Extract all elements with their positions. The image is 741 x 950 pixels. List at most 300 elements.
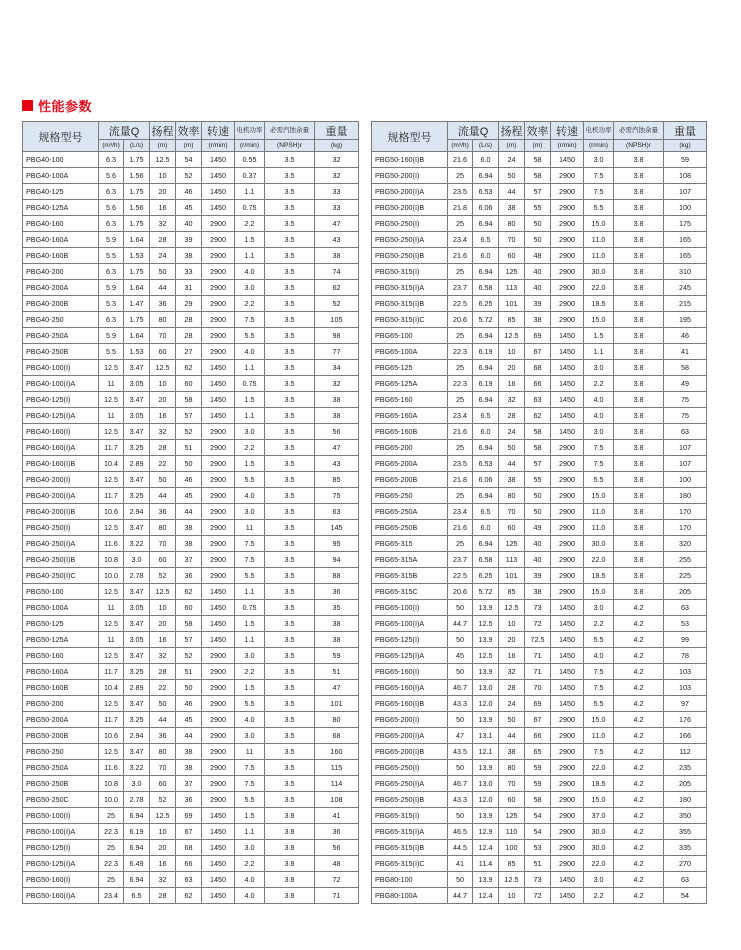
- cell-npsh: 3.5: [265, 776, 315, 792]
- table-row: [372, 616, 707, 632]
- cell-efficiency: 54: [176, 152, 202, 168]
- cell-speed: 2900: [202, 712, 235, 728]
- cell-flow-ls: 6.5: [473, 408, 499, 424]
- table-row: [23, 696, 359, 712]
- cell-flow-ls: 6.19: [124, 824, 150, 840]
- cell-motor-power: 30.0: [584, 824, 614, 840]
- cell-flow-ls: 6.58: [473, 552, 499, 568]
- cell-npsh: 4.2: [614, 776, 664, 792]
- cell-speed: 2900: [202, 648, 235, 664]
- cell-head: 60: [499, 520, 525, 536]
- cell-model: PBG50-160: [23, 648, 99, 664]
- cell-efficiency: 52: [176, 168, 202, 184]
- cell-weight: 180: [664, 488, 707, 504]
- header-motor-power: 电机功率: [584, 122, 614, 140]
- cell-efficiency: 59: [525, 776, 551, 792]
- cell-model: PBG65-200(I)A: [372, 728, 448, 744]
- cell-flow-ls: 2.78: [124, 568, 150, 584]
- cell-motor-power: 3.0: [584, 424, 614, 440]
- table-body-left: [23, 152, 359, 904]
- cell-flow-ls: 3.05: [124, 632, 150, 648]
- cell-model: PBG65-315(I)A: [372, 824, 448, 840]
- cell-speed: 2900: [551, 232, 584, 248]
- cell-motor-power: 0.75: [235, 600, 265, 616]
- cell-speed: 2900: [202, 248, 235, 264]
- cell-weight: 107: [664, 456, 707, 472]
- cell-npsh: 4.2: [614, 600, 664, 616]
- cell-head: 32: [150, 872, 176, 888]
- cell-efficiency: 46: [176, 472, 202, 488]
- cell-flow-ls: 1.75: [124, 152, 150, 168]
- table-row: [372, 168, 707, 184]
- cell-npsh: 4.2: [614, 648, 664, 664]
- cell-flow-m3h: 21.8: [448, 472, 473, 488]
- cell-motor-power: 2.2: [584, 888, 614, 904]
- cell-speed: 2900: [551, 248, 584, 264]
- cell-efficiency: 72.5: [525, 632, 551, 648]
- cell-flow-m3h: 22.3: [448, 376, 473, 392]
- cell-efficiency: 39: [176, 232, 202, 248]
- cell-speed: 1450: [202, 600, 235, 616]
- table-row: [23, 232, 359, 248]
- cell-efficiency: 52: [176, 648, 202, 664]
- cell-weight: 38: [315, 248, 359, 264]
- cell-flow-m3h: 21.6: [448, 424, 473, 440]
- table-row: [372, 888, 707, 904]
- cell-motor-power: 1.5: [235, 680, 265, 696]
- cell-flow-ls: 3.47: [124, 744, 150, 760]
- cell-efficiency: 37: [176, 552, 202, 568]
- cell-motor-power: 2.2: [235, 296, 265, 312]
- cell-model: PBG40-200B: [23, 296, 99, 312]
- cell-npsh: 3.5: [265, 408, 315, 424]
- cell-model: PBG65-160B: [372, 424, 448, 440]
- cell-flow-ls: 6.94: [473, 328, 499, 344]
- cell-npsh: 3.5: [265, 248, 315, 264]
- cell-flow-m3h: 25: [448, 216, 473, 232]
- header-npsh: 必需汽蚀余量: [614, 122, 664, 140]
- cell-model: PBG40-100A: [23, 168, 99, 184]
- performance-table-left: [22, 121, 359, 904]
- cell-flow-m3h: 25: [448, 392, 473, 408]
- cell-efficiency: 50: [176, 456, 202, 472]
- cell-flow-m3h: 22.3: [99, 824, 124, 840]
- cell-efficiency: 50: [525, 232, 551, 248]
- cell-head: 10: [150, 824, 176, 840]
- cell-npsh: 3.8: [614, 568, 664, 584]
- table-row: [23, 648, 359, 664]
- cell-npsh: 3.8: [614, 232, 664, 248]
- cell-model: PBG40-250B: [23, 344, 99, 360]
- cell-speed: 1450: [202, 408, 235, 424]
- cell-motor-power: 11.0: [584, 520, 614, 536]
- cell-head: 113: [499, 280, 525, 296]
- cell-motor-power: 7.5: [584, 744, 614, 760]
- cell-flow-ls: 3.47: [124, 648, 150, 664]
- cell-flow-ls: 12.5: [473, 648, 499, 664]
- cell-head: 16: [499, 376, 525, 392]
- table-row: [372, 696, 707, 712]
- performance-table-right: [371, 121, 707, 904]
- cell-model: PBG65-100A: [372, 344, 448, 360]
- cell-motor-power: 1.1: [235, 824, 265, 840]
- cell-motor-power: 7.5: [584, 440, 614, 456]
- cell-flow-m3h: 44.7: [448, 888, 473, 904]
- cell-weight: 62: [315, 280, 359, 296]
- unit-weight: (kg): [315, 140, 359, 152]
- cell-efficiency: 68: [525, 360, 551, 376]
- table-row: [372, 312, 707, 328]
- table-row: [372, 664, 707, 680]
- cell-flow-ls: 1.75: [124, 184, 150, 200]
- cell-motor-power: 22.0: [584, 856, 614, 872]
- table-row: [372, 536, 707, 552]
- cell-efficiency: 40: [525, 536, 551, 552]
- cell-efficiency: 46: [176, 696, 202, 712]
- cell-flow-ls: 6.94: [473, 440, 499, 456]
- cell-npsh: 3.5: [265, 360, 315, 376]
- cell-motor-power: 7.5: [584, 184, 614, 200]
- table-row: [23, 472, 359, 488]
- cell-motor-power: 3.0: [235, 504, 265, 520]
- cell-motor-power: 15.0: [584, 712, 614, 728]
- cell-speed: 2900: [202, 552, 235, 568]
- cell-flow-m3h: 11: [99, 632, 124, 648]
- cell-npsh: 3.5: [265, 568, 315, 584]
- cell-efficiency: 71: [525, 648, 551, 664]
- cell-head: 12.5: [499, 872, 525, 888]
- cell-efficiency: 69: [525, 328, 551, 344]
- cell-flow-m3h: 12.5: [99, 520, 124, 536]
- cell-flow-m3h: 25: [448, 168, 473, 184]
- cell-head: 101: [499, 568, 525, 584]
- cell-model: PBG50-100: [23, 584, 99, 600]
- cell-efficiency: 55: [525, 200, 551, 216]
- table-row: [23, 664, 359, 680]
- cell-head: 60: [150, 776, 176, 792]
- cell-speed: 2900: [551, 792, 584, 808]
- cell-weight: 47: [315, 440, 359, 456]
- cell-motor-power: 1.5: [235, 456, 265, 472]
- cell-motor-power: 1.1: [235, 360, 265, 376]
- cell-motor-power: 7.5: [584, 456, 614, 472]
- cell-head: 50: [150, 264, 176, 280]
- cell-motor-power: 11.0: [584, 232, 614, 248]
- cell-npsh: 3.5: [265, 600, 315, 616]
- cell-motor-power: 5.5: [235, 696, 265, 712]
- cell-speed: 1450: [551, 664, 584, 680]
- cell-head: 36: [150, 728, 176, 744]
- cell-speed: 2900: [551, 296, 584, 312]
- cell-motor-power: 5.5: [235, 328, 265, 344]
- cell-flow-m3h: 25: [448, 328, 473, 344]
- cell-motor-power: 4.0: [235, 712, 265, 728]
- cell-model: PBG50-160(I): [23, 872, 99, 888]
- cell-efficiency: 40: [176, 216, 202, 232]
- cell-head: 70: [150, 760, 176, 776]
- cell-model: PBG40-125: [23, 184, 99, 200]
- cell-flow-ls: 12.4: [473, 888, 499, 904]
- cell-npsh: 3.5: [265, 504, 315, 520]
- table-row: [372, 520, 707, 536]
- cell-model: PBG40-100: [23, 152, 99, 168]
- cell-speed: 1450: [551, 328, 584, 344]
- cell-flow-ls: 1.56: [124, 200, 150, 216]
- cell-efficiency: 33: [176, 264, 202, 280]
- cell-npsh: 3.5: [265, 264, 315, 280]
- cell-flow-m3h: 12.5: [99, 360, 124, 376]
- cell-efficiency: 58: [525, 168, 551, 184]
- cell-npsh: 3.5: [265, 424, 315, 440]
- cell-flow-ls: 13.9: [473, 632, 499, 648]
- cell-head: 50: [499, 712, 525, 728]
- cell-speed: 2900: [551, 744, 584, 760]
- cell-head: 12.5: [150, 584, 176, 600]
- cell-speed: 1450: [202, 200, 235, 216]
- cell-flow-ls: 12.9: [473, 824, 499, 840]
- cell-npsh: 3.8: [614, 312, 664, 328]
- cell-weight: 205: [664, 584, 707, 600]
- cell-efficiency: 29: [176, 296, 202, 312]
- cell-flow-m3h: 23.4: [448, 504, 473, 520]
- cell-efficiency: 38: [525, 312, 551, 328]
- cell-flow-ls: 1.75: [124, 216, 150, 232]
- cell-weight: 56: [315, 424, 359, 440]
- cell-weight: 98: [315, 328, 359, 344]
- cell-flow-ls: 6.53: [473, 184, 499, 200]
- cell-speed: 1450: [551, 648, 584, 664]
- cell-efficiency: 67: [176, 824, 202, 840]
- unit-head: (m): [499, 140, 525, 152]
- cell-efficiency: 48: [525, 248, 551, 264]
- cell-head: 70: [499, 232, 525, 248]
- cell-flow-m3h: 11.6: [99, 536, 124, 552]
- cell-motor-power: 22.0: [584, 760, 614, 776]
- cell-flow-ls: 5.72: [473, 584, 499, 600]
- cell-npsh: 3.5: [265, 536, 315, 552]
- cell-weight: 36: [315, 584, 359, 600]
- cell-motor-power: 5.5: [584, 200, 614, 216]
- cell-speed: 2900: [202, 280, 235, 296]
- cell-weight: 34: [315, 360, 359, 376]
- cell-flow-m3h: 21.6: [448, 520, 473, 536]
- cell-npsh: 3.8: [614, 376, 664, 392]
- table-row: [23, 808, 359, 824]
- table-row: [372, 504, 707, 520]
- cell-model: PBG65-250B: [372, 520, 448, 536]
- cell-flow-m3h: 10.0: [99, 792, 124, 808]
- cell-speed: 2900: [202, 264, 235, 280]
- cell-head: 70: [499, 504, 525, 520]
- header-motor-power: 电机功率: [235, 122, 265, 140]
- table-row: [23, 584, 359, 600]
- cell-head: 16: [499, 648, 525, 664]
- cell-efficiency: 66: [176, 856, 202, 872]
- cell-npsh: 3.5: [265, 200, 315, 216]
- cell-flow-m3h: 23.5: [448, 456, 473, 472]
- cell-weight: 41: [664, 344, 707, 360]
- cell-model: PBG65-315A: [372, 552, 448, 568]
- cell-flow-m3h: 10.4: [99, 456, 124, 472]
- cell-head: 110: [499, 824, 525, 840]
- cell-npsh: 4.2: [614, 616, 664, 632]
- cell-flow-ls: 12.0: [473, 792, 499, 808]
- cell-motor-power: 7.5: [235, 536, 265, 552]
- cell-weight: 165: [664, 232, 707, 248]
- cell-head: 70: [150, 328, 176, 344]
- cell-npsh: 3.5: [265, 216, 315, 232]
- cell-speed: 2900: [202, 728, 235, 744]
- cell-motor-power: 22.0: [584, 280, 614, 296]
- cell-weight: 85: [315, 472, 359, 488]
- cell-head: 85: [499, 584, 525, 600]
- cell-npsh: 3.5: [265, 632, 315, 648]
- cell-npsh: 3.8: [265, 824, 315, 840]
- table-row: [372, 680, 707, 696]
- cell-weight: 36: [315, 824, 359, 840]
- cell-motor-power: 5.5: [584, 696, 614, 712]
- cell-speed: 2900: [202, 696, 235, 712]
- cell-weight: 48: [315, 856, 359, 872]
- cell-head: 36: [150, 504, 176, 520]
- cell-npsh: 3.5: [265, 696, 315, 712]
- cell-motor-power: 4.0: [584, 392, 614, 408]
- cell-motor-power: 4.0: [235, 872, 265, 888]
- cell-motor-power: 7.5: [584, 664, 614, 680]
- table-row: [23, 328, 359, 344]
- cell-head: 32: [150, 648, 176, 664]
- cell-model: PBG50-200(I)B: [372, 200, 448, 216]
- cell-efficiency: 71: [525, 664, 551, 680]
- cell-speed: 2900: [202, 296, 235, 312]
- cell-npsh: 3.8: [614, 168, 664, 184]
- cell-weight: 38: [315, 408, 359, 424]
- table-row: [372, 344, 707, 360]
- cell-flow-m3h: 43.3: [448, 792, 473, 808]
- cell-weight: 255: [664, 552, 707, 568]
- cell-flow-m3h: 6.3: [99, 264, 124, 280]
- table-row: [372, 472, 707, 488]
- cell-model: PBG40-160: [23, 216, 99, 232]
- cell-weight: 105: [315, 312, 359, 328]
- cell-npsh: 3.5: [265, 168, 315, 184]
- cell-motor-power: 1.1: [235, 632, 265, 648]
- cell-speed: 2900: [202, 328, 235, 344]
- cell-speed: 2900: [551, 184, 584, 200]
- cell-flow-m3h: 20.6: [448, 584, 473, 600]
- cell-speed: 2900: [551, 776, 584, 792]
- table-row: [23, 264, 359, 280]
- cell-speed: 2900: [551, 856, 584, 872]
- cell-speed: 2900: [202, 424, 235, 440]
- cell-flow-ls: 6.06: [473, 472, 499, 488]
- table-row: [372, 776, 707, 792]
- cell-npsh: 3.5: [265, 744, 315, 760]
- cell-flow-ls: 6.94: [473, 264, 499, 280]
- cell-model: PBG65-200(I)B: [372, 744, 448, 760]
- cell-efficiency: 62: [176, 360, 202, 376]
- cell-flow-ls: 5.72: [473, 312, 499, 328]
- cell-speed: 1450: [551, 424, 584, 440]
- cell-flow-ls: 3.0: [124, 776, 150, 792]
- table-row: [372, 744, 707, 760]
- unit-efficiency: (m): [176, 140, 202, 152]
- cell-speed: 2900: [551, 568, 584, 584]
- cell-motor-power: 11.0: [584, 248, 614, 264]
- cell-flow-ls: 6.0: [473, 152, 499, 168]
- cell-speed: 1450: [202, 184, 235, 200]
- cell-efficiency: 58: [525, 440, 551, 456]
- cell-head: 28: [499, 680, 525, 696]
- cell-speed: 1450: [551, 680, 584, 696]
- cell-efficiency: 40: [525, 280, 551, 296]
- cell-speed: 1450: [202, 824, 235, 840]
- cell-head: 44: [499, 728, 525, 744]
- cell-efficiency: 67: [525, 712, 551, 728]
- table-row: [23, 616, 359, 632]
- table-row: [23, 504, 359, 520]
- cell-efficiency: 39: [525, 568, 551, 584]
- cell-weight: 103: [664, 680, 707, 696]
- cell-motor-power: 5.5: [235, 472, 265, 488]
- cell-head: 125: [499, 264, 525, 280]
- cell-efficiency: 38: [525, 584, 551, 600]
- cell-flow-m3h: 12.5: [99, 424, 124, 440]
- cell-motor-power: 2.2: [235, 856, 265, 872]
- cell-efficiency: 73: [525, 600, 551, 616]
- table-row: [23, 536, 359, 552]
- cell-flow-ls: 6.94: [124, 872, 150, 888]
- table-row: [372, 648, 707, 664]
- cell-motor-power: 3.0: [584, 872, 614, 888]
- cell-head: 10: [150, 168, 176, 184]
- cell-model: PBG40-200A: [23, 280, 99, 296]
- cell-model: PBG65-315: [372, 536, 448, 552]
- cell-flow-ls: 1.53: [124, 248, 150, 264]
- cell-head: 10: [150, 600, 176, 616]
- unit-motor-power: (r/min): [235, 140, 265, 152]
- cell-model: PBG50-160(I)A: [23, 888, 99, 904]
- cell-weight: 63: [315, 504, 359, 520]
- cell-flow-m3h: 25: [448, 264, 473, 280]
- cell-flow-ls: 6.94: [473, 168, 499, 184]
- cell-flow-ls: 1.64: [124, 232, 150, 248]
- cell-motor-power: 7.5: [235, 776, 265, 792]
- cell-npsh: 3.8: [614, 392, 664, 408]
- cell-motor-power: 5.5: [235, 792, 265, 808]
- cell-motor-power: 7.5: [235, 760, 265, 776]
- cell-motor-power: 3.0: [235, 280, 265, 296]
- cell-model: PBG65-250(I)A: [372, 776, 448, 792]
- cell-npsh: 3.8: [614, 504, 664, 520]
- cell-speed: 2900: [202, 488, 235, 504]
- cell-flow-ls: 13.9: [473, 872, 499, 888]
- cell-efficiency: 46: [176, 184, 202, 200]
- cell-npsh: 3.8: [614, 344, 664, 360]
- header-flow: 流量Q: [448, 122, 499, 140]
- table-row: [372, 712, 707, 728]
- cell-weight: 88: [315, 568, 359, 584]
- cell-efficiency: 36: [176, 568, 202, 584]
- cell-head: 20: [150, 840, 176, 856]
- cell-head: 28: [150, 232, 176, 248]
- cell-npsh: 3.8: [265, 872, 315, 888]
- table-row: [23, 312, 359, 328]
- cell-weight: 101: [315, 696, 359, 712]
- cell-head: 10: [499, 616, 525, 632]
- cell-head: 60: [150, 552, 176, 568]
- cell-speed: 2900: [202, 456, 235, 472]
